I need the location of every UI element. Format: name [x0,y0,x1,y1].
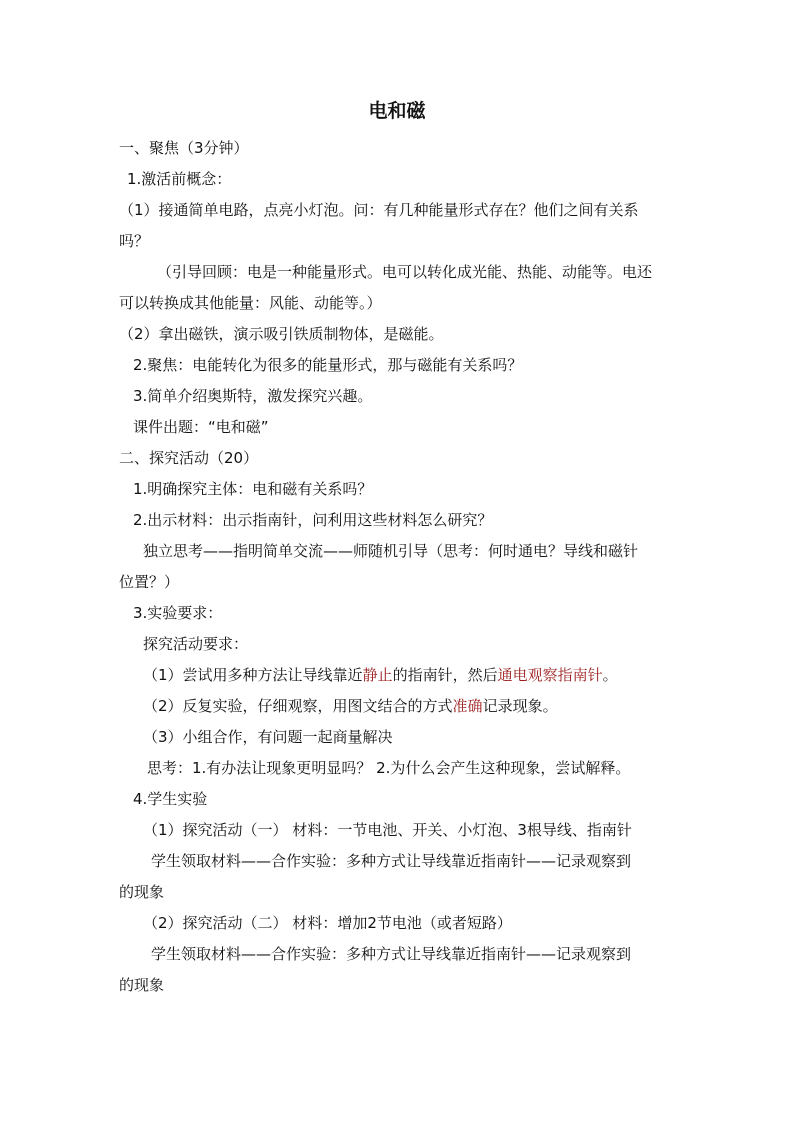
section-heading-inquiry: 二、探究活动（20） [119,449,259,467]
paragraph-line: 吗？ [119,232,150,250]
document-title: 电和磁 [368,100,426,122]
paragraph-line: 位置？） [119,573,180,591]
requirement-text: （2）反复实验，仔细观察，用图文结合的方式 [143,697,453,715]
paragraph-line: （1）探究活动（一） 材料：一节电池、开关、小灯泡、3根导线、指南针 [143,821,632,839]
requirement-line-2 [143,695,558,717]
requirement-text: 。 [602,666,618,684]
paragraph-line: 2.聚焦：电能转化为很多的能量形式，那与磁能有关系吗？ [133,356,523,374]
paragraph-line: 学生领取材料——合作实验：多种方式让导线靠近指南针——记录观察到 [151,945,632,963]
paragraph-line: 3.简单介绍奥斯特，激发探究兴趣。 [133,387,373,405]
paragraph-line: （2）探究活动（二） 材料：增加2节电池（或者短路） [143,914,512,932]
requirement-text: （1）尝试用多种方法让导线靠近 [143,666,363,684]
paragraph-line: 1.明确探究主体：电和磁有关系吗？ [133,480,373,498]
paragraph-line: 2.出示材料：出示指南针，问利用这些材料怎么研究？ [133,511,493,529]
paragraph-line: （1）接通简单电路，点亮小灯泡。问：有几种能量形式存在？他们之间有关系 [119,201,639,219]
requirement-line-1 [143,664,618,686]
paragraph-line: 可以转换成其他能量：风能、动能等。） [119,294,382,312]
paragraph-line: 独立思考——指明简单交流——师随机引导（思考：何时通电？导线和磁针 [143,542,639,560]
requirement-text: 记录现象。 [482,697,558,715]
emphasis-text: 准确 [452,697,483,715]
paragraph-line: 探究活动要求： [143,635,249,653]
paragraph-line: 1.激活前概念： [127,170,232,188]
paragraph-line: （2）拿出磁铁，演示吸引铁质制物体，是磁能。 [119,325,444,343]
paragraph-line: 学生领取材料——合作实验：多种方式让导线靠近指南针——记录观察到 [151,852,632,870]
requirement-text: 的指南针，然后 [392,666,498,684]
paragraph-line: 思考：1.有办法让现象更明显吗？ 2.为什么会产生这种现象，尝试解释。 [147,759,631,777]
emphasis-text: 静止 [362,666,393,684]
paragraph-line: 4.学生实验 [133,790,208,808]
paragraph-line: 课件出题：“电和磁” [133,418,269,436]
requirement-line-3: （3）小组合作，有问题一起商量解决 [143,728,393,746]
paragraph-line: （引导回顾：电是一种能量形式。电可以转化成光能、热能、动能等。电还 [157,263,653,281]
section-heading-focus: 一、聚焦（3分钟） [119,139,249,157]
paragraph-line: 3.实验要求： [133,604,223,622]
paragraph-line: 的现象 [119,976,165,994]
emphasis-text: 通电观察指南针 [497,666,603,684]
paragraph-line: 的现象 [119,883,165,901]
